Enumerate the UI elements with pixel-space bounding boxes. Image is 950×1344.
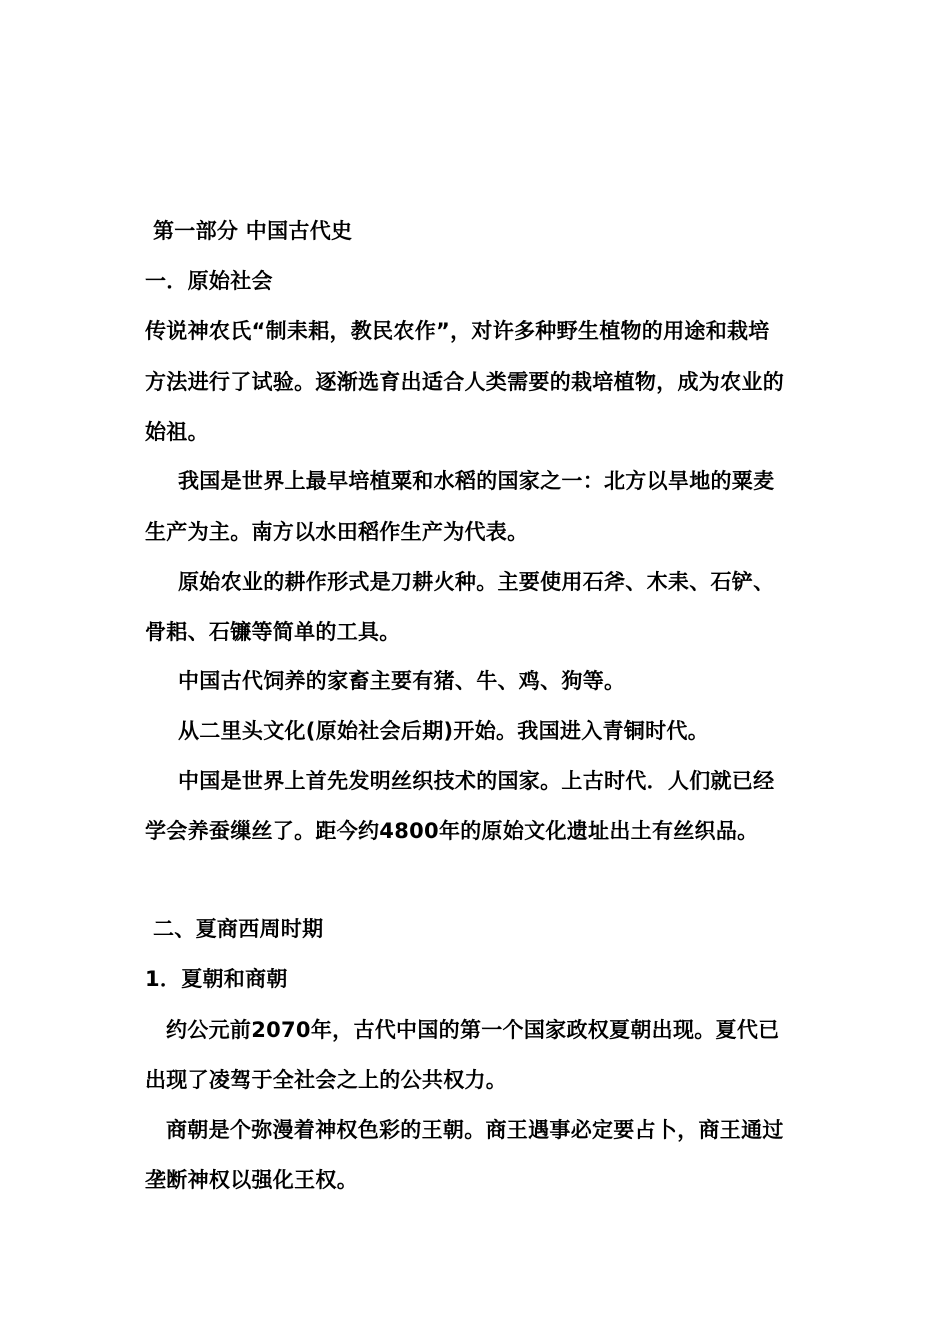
paragraph-line: 垄断神权以强化王权。 [145, 1168, 358, 1192]
paragraph-line: 原始农业的耕作形式是刀耕火种。主要使用石斧、木耒、石铲、 [178, 570, 775, 594]
paragraph-line: 我国是世界上最早培植粟和水稻的国家之一：北方以旱地的粟麦 [178, 469, 775, 493]
paragraph-line: 生产为主。南方以水田稻作生产为代表。 [145, 520, 529, 544]
section-heading: 二、夏商西周时期 [153, 917, 324, 941]
paragraph-line: 中国是世界上首先发明丝织技术的国家。上古时代．人们就已经 [178, 769, 775, 793]
paragraph-line: 骨耜、石镰等简单的工具。 [145, 620, 401, 644]
paragraph-line: 传说神农氏“制耒耜，教民农作”，对许多种野生植物的用途和栽培 [145, 319, 770, 343]
paragraph-line: 方法进行了试验。逐渐选育出适合人类需要的栽培植物，成为农业的 [145, 370, 784, 394]
paragraph-line: 商朝是个弥漫着神权色彩的王朝。商王遇事必定要占卜，商王通过 [166, 1118, 784, 1142]
paragraph-line: 约公元前2070年，古代中国的第一个国家政权夏朝出现。夏代已 [166, 1018, 780, 1042]
paragraph-line: 始祖。 [145, 420, 209, 444]
paragraph-line: 出现了凌驾于全社会之上的公共权力。 [145, 1068, 508, 1092]
subsection-heading: 1．夏朝和商朝 [145, 967, 288, 991]
paragraph-line: 学会养蚕缫丝了。距今约4800年的原始文化遗址出土有丝织品。 [145, 819, 759, 843]
paragraph-line: 中国古代饲养的家畜主要有猪、牛、鸡、狗等。 [178, 669, 626, 693]
paragraph-line: 从二里头文化(原始社会后期)开始。我国进入青铜时代。 [178, 719, 709, 743]
part-title: 第一部分 中国古代史 [153, 219, 353, 243]
section-heading: 一．原始社会 [145, 269, 273, 293]
